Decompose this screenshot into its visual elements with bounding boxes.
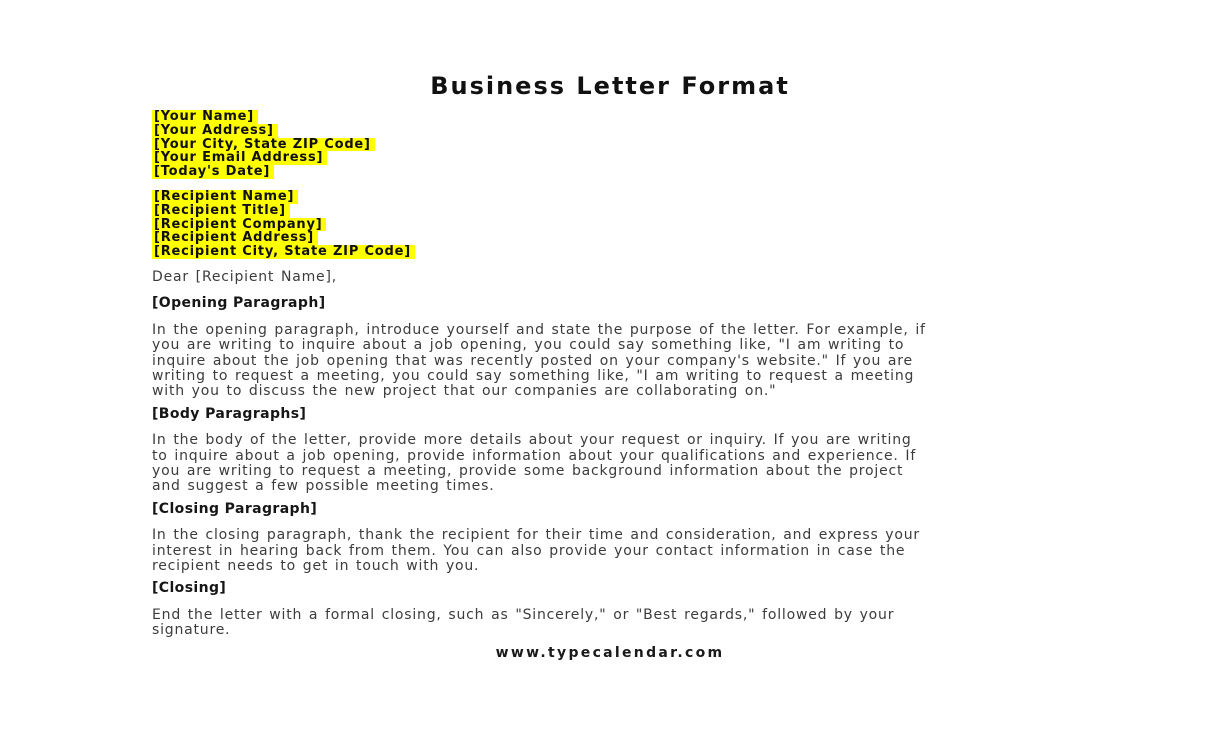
paragraph-line: to inquire about a job opening, provide information about your qualifications and experience. If [152, 447, 917, 464]
opening-section-heading: [Opening Paragraph] [152, 295, 326, 312]
date-placeholder: [Today's Date] [152, 165, 274, 179]
body-section-heading: [Body Paragraphs] [152, 405, 307, 422]
paragraph-line: interest in hearing back from them. You can also provide your contact information in case the [152, 542, 906, 559]
sender-name-placeholder: [Your Name] [152, 110, 258, 124]
closing-paragraph-heading: [Closing Paragraph] [152, 500, 318, 517]
paragraph-line: you are writing to inquire about a job opening, you could say something like, "I am writing to [152, 337, 905, 354]
closing-instruction-paragraph [152, 608, 1068, 639]
paragraph-line: In the body of the letter, provide more details about your request or inquiry. If you are writing [152, 432, 912, 449]
paragraph-line: In the opening paragraph, introduce yourself and state the purpose of the letter. For example, if [152, 321, 926, 338]
closing-paragraph-section [152, 502, 1068, 575]
paragraph-line: signature. [152, 622, 231, 639]
paragraph-line: writing to request a meeting, you could say something like, "I am writing to request a meeting [152, 368, 915, 384]
recipient-address-block [152, 190, 1068, 259]
footer-url: www.typecalendar.com [495, 644, 725, 661]
opening-paragraph [152, 323, 1068, 400]
body-paragraph [152, 433, 1068, 495]
closing-section [152, 581, 1068, 638]
document-content [152, 73, 1068, 661]
paragraph-line: you are writing to request a meeting, provide some background information about the project [152, 463, 904, 480]
closing-heading: [Closing] [152, 580, 227, 597]
recipient-address-placeholder: [Recipient Address] [152, 231, 318, 245]
sender-address-block [152, 110, 1068, 179]
paragraph-line: with you to discuss the new project that our companies are collaborating on." [152, 383, 777, 400]
paragraph-line: inquire about the job opening that was recently posted on your company's website." If you are [152, 352, 913, 369]
sender-city-state-zip-placeholder: [Your City, State ZIP Code] [152, 138, 375, 152]
paragraph-line: and suggest a few possible meeting times. [152, 478, 495, 495]
closing-paragraph [152, 528, 1068, 574]
recipient-name-placeholder: [Recipient Name] [152, 190, 298, 204]
sender-address-placeholder: [Your Address] [152, 124, 278, 138]
document-title: Business Letter Format [430, 72, 790, 100]
paragraph-line: In the closing paragraph, thank the recipient for their time and consideration, and express your [152, 527, 920, 544]
salutation: Dear [Recipient Name], [152, 268, 337, 285]
body-section [152, 407, 1068, 495]
recipient-company-placeholder: [Recipient Company] [152, 218, 326, 232]
paragraph-line: End the letter with a formal closing, such as "Sincerely," or "Best regards," followed by your [152, 606, 895, 623]
opening-section [152, 296, 1068, 399]
recipient-city-state-zip-placeholder: [Recipient City, State ZIP Code] [152, 245, 415, 259]
recipient-title-placeholder: [Recipient Title] [152, 204, 290, 218]
paragraph-line: recipient needs to get in touch with you. [152, 558, 480, 575]
sender-email-placeholder: [Your Email Address] [152, 151, 327, 165]
